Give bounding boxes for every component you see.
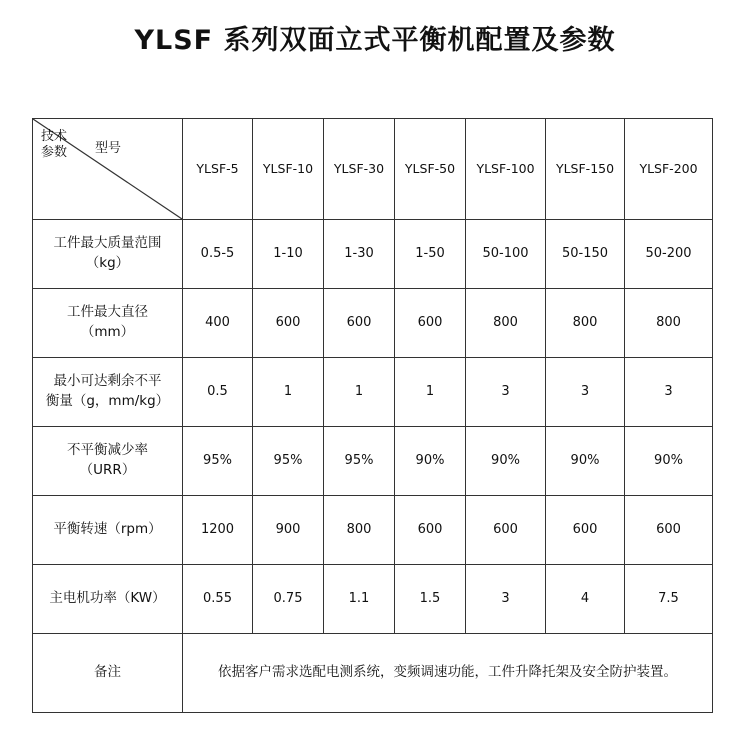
value-cell: 1	[395, 358, 466, 427]
row-label-line: 工件最大直径	[67, 304, 148, 321]
table-row	[33, 496, 713, 565]
value-cell: 3	[546, 358, 625, 427]
row-label-line: （URR）	[79, 462, 136, 478]
value-cell: 1-50	[395, 220, 466, 289]
model-header-cell: YLSF-10	[253, 119, 324, 220]
value-cell: 3	[466, 565, 546, 634]
row-label-line: （mm）	[80, 324, 135, 340]
value-cell: 50-200	[625, 220, 713, 289]
value-cell: 600	[625, 496, 713, 565]
note-label-cell: 备注	[33, 634, 183, 713]
value-cell: 800	[546, 289, 625, 358]
value-cell: 50-100	[466, 220, 546, 289]
model-header-cell: YLSF-5	[183, 119, 253, 220]
value-cell: 0.5	[183, 358, 253, 427]
value-cell: 95%	[253, 427, 324, 496]
value-cell: 600	[324, 289, 395, 358]
model-header-cell: YLSF-30	[324, 119, 395, 220]
model-header-cell: YLSF-150	[546, 119, 625, 220]
value-cell: 4	[546, 565, 625, 634]
table-row	[33, 220, 713, 289]
row-label-cell	[33, 565, 183, 634]
value-cell: 800	[324, 496, 395, 565]
value-cell: 1.5	[395, 565, 466, 634]
value-cell: 90%	[625, 427, 713, 496]
value-cell: 90%	[395, 427, 466, 496]
row-label-line: 最小可达剩余不平	[53, 373, 162, 390]
row-label-line: 不平衡减少率	[67, 442, 148, 459]
row-label-cell	[33, 289, 183, 358]
table-row	[33, 565, 713, 634]
value-cell: 0.55	[183, 565, 253, 634]
value-cell: 1	[253, 358, 324, 427]
value-cell: 50-150	[546, 220, 625, 289]
value-cell: 900	[253, 496, 324, 565]
table-row	[33, 358, 713, 427]
value-cell: 3	[625, 358, 713, 427]
value-cell: 400	[183, 289, 253, 358]
value-cell: 600	[546, 496, 625, 565]
value-cell: 1-30	[324, 220, 395, 289]
value-cell: 90%	[466, 427, 546, 496]
value-cell: 7.5	[625, 565, 713, 634]
value-cell: 600	[395, 289, 466, 358]
value-cell: 600	[253, 289, 324, 358]
value-cell: 95%	[324, 427, 395, 496]
row-label-line: （kg）	[85, 255, 130, 271]
value-cell: 0.5-5	[183, 220, 253, 289]
table-row	[33, 427, 713, 496]
page-title: YLSF 系列双面立式平衡机配置及参数	[134, 25, 616, 56]
corner-param-label: 技术参数	[41, 129, 68, 160]
value-cell: 1	[324, 358, 395, 427]
corner-header-cell	[33, 119, 183, 220]
row-label-line: 衡量（g，mm/kg）	[45, 393, 170, 409]
corner-model-label: 型号	[95, 141, 122, 156]
model-header-cell: YLSF-50	[395, 119, 466, 220]
row-label-line: 工件最大质量范围	[53, 235, 162, 252]
row-label-cell	[33, 358, 183, 427]
value-cell: 0.75	[253, 565, 324, 634]
table-row	[33, 289, 713, 358]
value-cell: 90%	[546, 427, 625, 496]
spec-table	[32, 118, 713, 713]
model-header-cell: YLSF-100	[466, 119, 546, 220]
row-label-line: 平衡转速（rpm）	[53, 521, 162, 538]
value-cell: 3	[466, 358, 546, 427]
value-cell: 1200	[183, 496, 253, 565]
value-cell: 1-10	[253, 220, 324, 289]
value-cell: 600	[395, 496, 466, 565]
header-row	[33, 119, 713, 220]
row-label-cell	[33, 427, 183, 496]
row-label-cell	[33, 220, 183, 289]
value-cell: 95%	[183, 427, 253, 496]
value-cell: 600	[466, 496, 546, 565]
note-text-cell: 依据客户需求选配电测系统，变频调速功能，工件升降托架及安全防护装置。	[183, 634, 713, 713]
row-label-cell	[33, 496, 183, 565]
model-header-cell: YLSF-200	[625, 119, 713, 220]
value-cell: 800	[625, 289, 713, 358]
row-label-line: 主电机功率（KW）	[49, 590, 166, 607]
value-cell: 800	[466, 289, 546, 358]
value-cell: 1.1	[324, 565, 395, 634]
note-row	[33, 634, 713, 713]
